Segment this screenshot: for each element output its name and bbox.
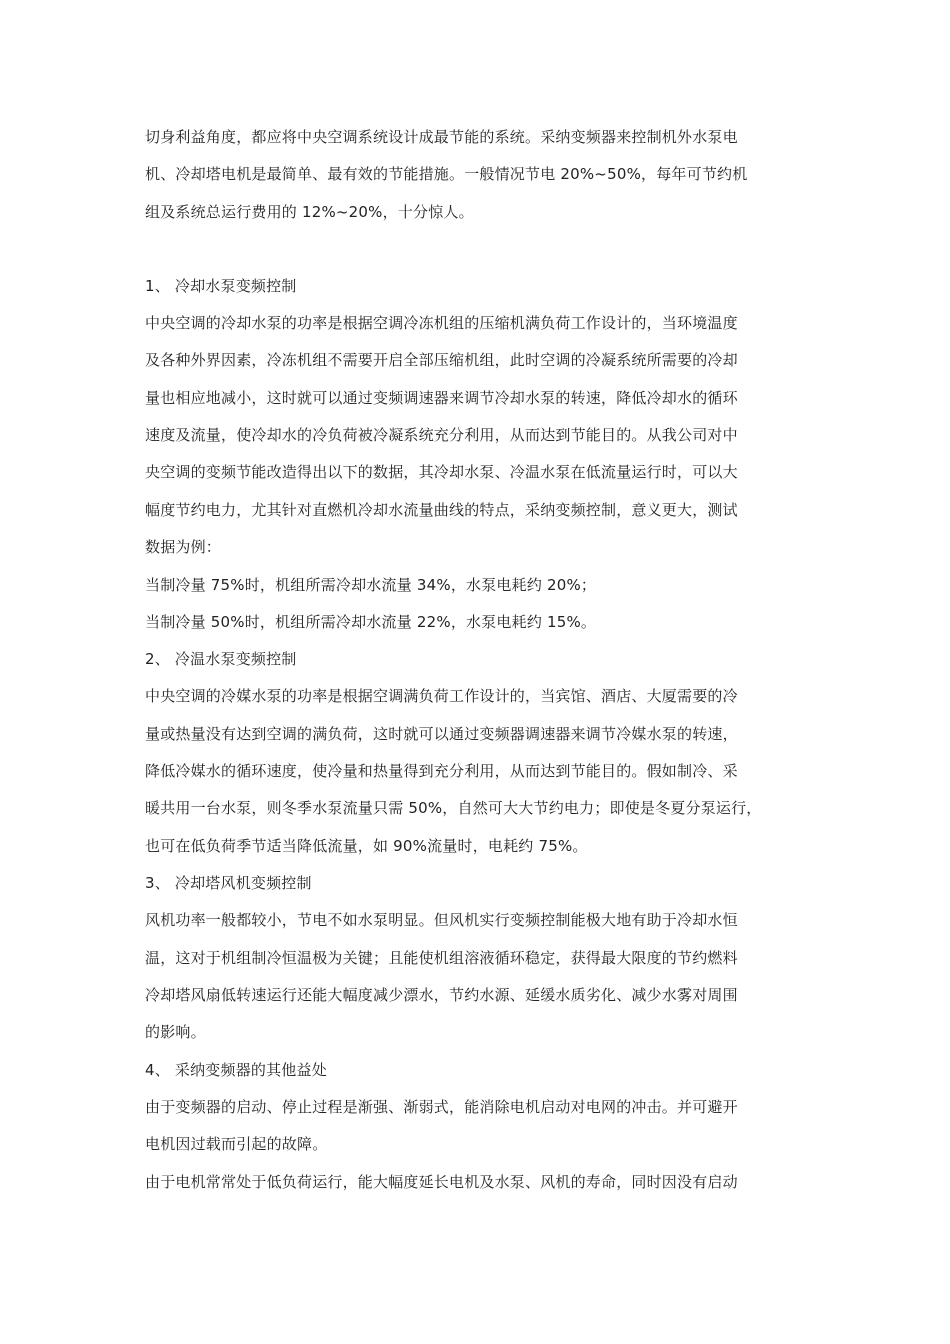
- paragraph-line: 风机功率一般都较小，节电不如水泵明显。但风机实行变频控制能极大地有助于冷却水恒: [145, 911, 738, 929]
- section-heading: 2、 冷温水泵变频控制: [145, 650, 297, 668]
- section-heading: 1、 冷却水泵变频控制: [145, 277, 297, 295]
- section-heading: 4、 采纳变频器的其他益处: [145, 1061, 327, 1079]
- paragraph-line: 中央空调的冷却水泵的功率是根据空调冷冻机组的压缩机满负荷工作设计的，当环境温度: [145, 314, 738, 332]
- section-heading: 3、 冷却塔风机变频控制: [145, 874, 312, 892]
- paragraph-line: 也可在低负荷季节适当降低流量，如 90%流量时，电耗约 75%。: [145, 837, 588, 855]
- paragraph-line: 机、冷却塔电机是最简单、最有效的节能措施。一般情况节电 20%~50%，每年可节约机: [145, 165, 748, 183]
- paragraph-line: 数据为例：: [145, 538, 222, 556]
- paragraph-line: 幅度节约电力，尤其针对直燃机冷却水流量曲线的特点，采纳变频控制，意义更大，测试: [145, 501, 738, 519]
- data-line: 当制冷量 50%时，机组所需冷却水流量 22%，水泵电耗约 15%。: [145, 613, 597, 631]
- paragraph-line: 的影响。: [145, 1023, 206, 1041]
- paragraph-line: 及各种外界因素，冷冻机组不需要开启全部压缩机组，此时空调的冷凝系统所需要的冷却: [145, 351, 738, 369]
- paragraph-line: 切身利益角度，都应将中央空调系统设计成最节能的系统。采纳变频器来控制机外水泵电: [145, 128, 738, 146]
- paragraph-line: 由于变频器的启动、停止过程是渐强、渐弱式，能消除电机启动对电网的冲击。并可避开: [145, 1098, 738, 1116]
- paragraph-line: 组及系统总运行费用的 12%~20%，十分惊人。: [145, 203, 474, 221]
- paragraph-line: 央空调的变频节能改造得出以下的数据，其冷却水泵、冷温水泵在低流量运行时，可以大: [145, 463, 738, 481]
- paragraph-line: 由于电机常常处于低负荷运行，能大幅度延长电机及水泵、风机的寿命，同时因没有启动: [145, 1173, 738, 1191]
- paragraph-line: 量也相应地减小，这时就可以通过变频调速器来调节冷却水泵的转速，降低冷却水的循环: [145, 389, 738, 407]
- paragraph-line: 量或热量没有达到空调的满负荷，这时就可以通过变频器调速器来调节冷媒水泵的转速，: [145, 725, 738, 743]
- paragraph-line: 冷却塔风扇低转速运行还能大幅度减少漂水，节约水源、延缓水质劣化、减少水雾对周围: [145, 986, 738, 1004]
- paragraph-line: 暖共用一台水泵，则冬季水泵流量只需 50%，自然可大大节约电力；即使是冬夏分泵运行，: [145, 799, 762, 817]
- paragraph-line: 速度及流量，使冷却水的冷负荷被冷凝系统充分利用，从而达到节能目的。从我公司对中: [145, 426, 738, 444]
- paragraph-line: 中央空调的冷媒水泵的功率是根据空调满负荷工作设计的，当宾馆、酒店、大厦需要的冷: [145, 687, 738, 705]
- data-line: 当制冷量 75%时，机组所需冷却水流量 34%，水泵电耗约 20%；: [145, 576, 597, 594]
- paragraph-line: 温，这对于机组制冷恒温极为关键；且能使机组溶液循环稳定，获得最大限度的节约燃料: [145, 949, 738, 967]
- paragraph-line: 降低冷媒水的循环速度，使冷量和热量得到充分利用，从而达到节能目的。假如制冷、采: [145, 762, 738, 780]
- paragraph-line: 电机因过载而引起的故障。: [145, 1135, 328, 1153]
